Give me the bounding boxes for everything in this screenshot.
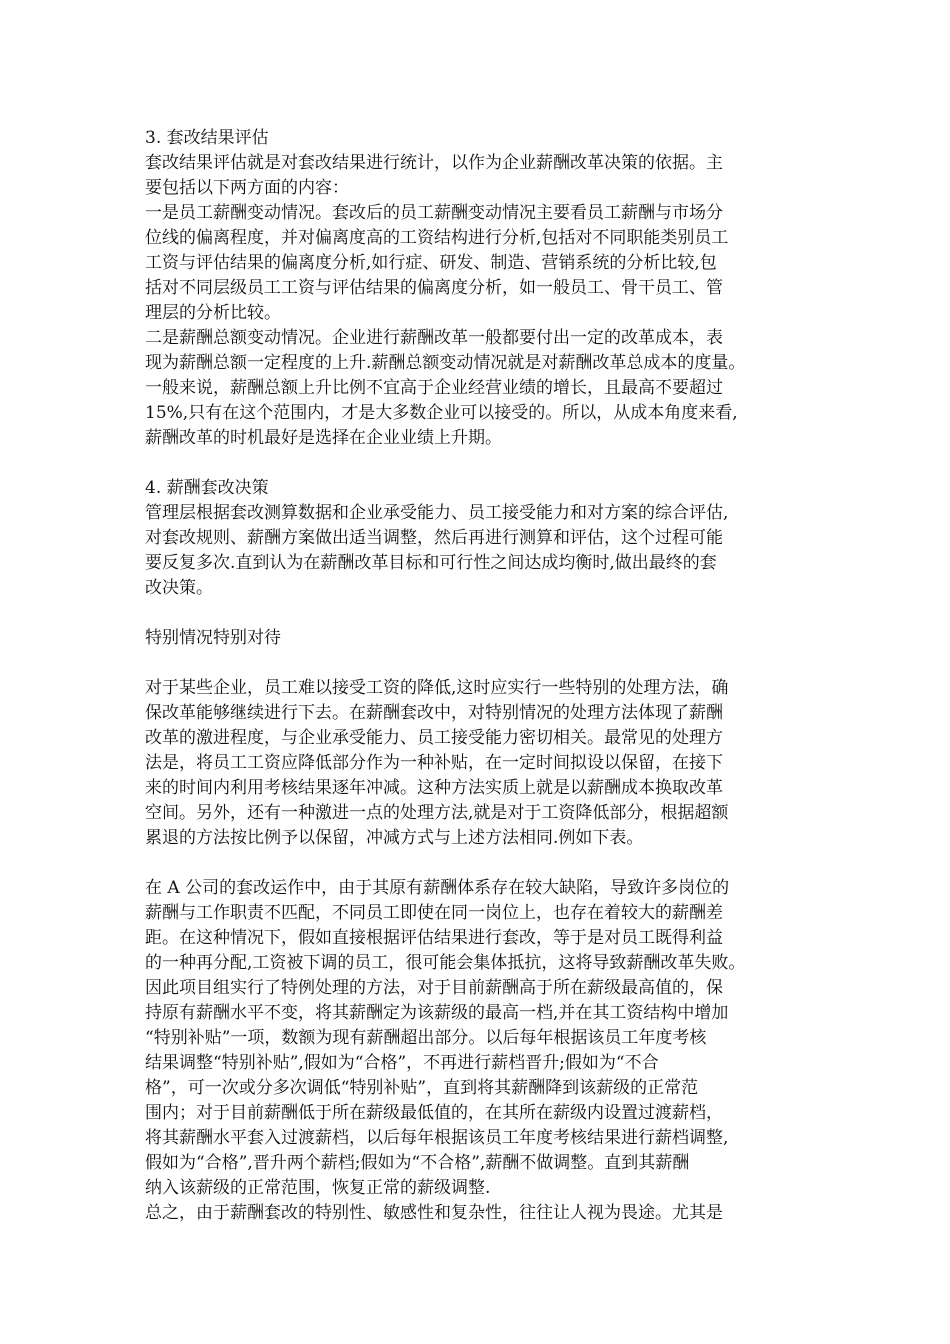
text-line: 一般来说，薪酬总额上升比例不宜高于企业经营业绩的增长，且最高不要超过 bbox=[145, 378, 723, 398]
text-line: 改革的激进程度，与企业承受能力、员工接受能力密切相关。最常见的处理方 bbox=[145, 728, 723, 748]
text-line: 距。在这种情况下，假如直接根据评估结果进行套改，等于是对员工既得利益 bbox=[145, 928, 723, 948]
text-line: 空间。另外，还有一种激进一点的处理方法,就是对于工资降低部分，根据超额 bbox=[145, 803, 729, 823]
text-line: 现为薪酬总额一定程度的上升.薪酬总额变动情况就是对薪酬改革总成本的度量。 bbox=[145, 353, 746, 373]
text-line: 薪酬与工作职责不匹配，不同员工即使在同一岗位上，也存在着较大的薪酬差 bbox=[145, 903, 723, 923]
text-line: 二是薪酬总额变动情况。企业进行薪酬改革一般都要付出一定的改革成本，表 bbox=[145, 328, 723, 348]
text-line: 15%,只有在这个范围内，才是大多数企业可以接受的。所以，从成本角度来看, bbox=[145, 403, 738, 423]
text-line: 来的时间内利用考核结果逐年冲减。这种方法实质上就是以薪酬成本换取改革 bbox=[145, 778, 723, 798]
text-line: 总之，由于薪酬套改的特别性、敏感性和复杂性，往往让人视为畏途。尤其是 bbox=[145, 1203, 723, 1223]
paragraph-gap bbox=[145, 651, 810, 676]
text-line: 的一种再分配,工资被下调的员工，很可能会集体抵抗，这将导致薪酬改革失败。 bbox=[145, 953, 746, 973]
text-line: 套改结果评估就是对套改结果进行统计，以作为企业薪酬改革决策的依据。主 bbox=[145, 153, 723, 173]
text-line: 理层的分析比较。 bbox=[145, 303, 281, 323]
paragraph-gap bbox=[145, 601, 810, 626]
text-line: 改决策。 bbox=[145, 578, 213, 598]
text-line: 要反复多次.直到认为在薪酬改革目标和可行性之间达成均衡时,做出最终的套 bbox=[145, 553, 717, 573]
text-line: 围内；对于目前薪酬低于所在薪级最低值的，在其所在薪级内设置过渡薪档， bbox=[145, 1103, 723, 1123]
text-line: 因此项目组实行了特例处理的方法，对于目前薪酬高于所在薪级最高值的，保 bbox=[145, 978, 723, 998]
section-heading-4: 4. 薪酬套改决策 bbox=[145, 478, 269, 498]
text-line: 持原有薪酬水平不变，将其薪酬定为该薪级的最高一档,并在其工资结构中增加 bbox=[145, 1003, 729, 1023]
text-line: 工资与评估结果的偏离度分析,如行症、研发、制造、营销系统的分析比较,包 bbox=[145, 253, 717, 273]
text-line: 对于某些企业，员工难以接受工资的降低,这时应实行一些特别的处理方法，确 bbox=[145, 678, 729, 698]
text-line: 要包括以下两方面的内容： bbox=[145, 178, 349, 198]
paragraph-gap bbox=[145, 851, 810, 876]
text-line: 位线的偏离程度，并对偏离度高的工资结构进行分析,包括对不同职能类别员工 bbox=[145, 228, 729, 248]
text-line: 累退的方法按比例予以保留，冲减方式与上述方法相同.例如下表。 bbox=[145, 828, 644, 848]
text-line: 将其薪酬水平套入过渡薪档，以后每年根据该员工年度考核结果进行薪档调整, bbox=[145, 1128, 729, 1148]
text-line: 一是员工薪酬变动情况。套改后的员工薪酬变动情况主要看员工薪酬与市场分 bbox=[145, 203, 723, 223]
text-line: 法是，将员工工资应降低部分作为一种补贴，在一定时间拟设以保留，在接下 bbox=[145, 753, 723, 773]
text-line: 结果调整“特别补贴”,假如为“合格”，不再进行薪档晋升;假如为“不合 bbox=[145, 1053, 659, 1073]
section-heading-special: 特别情况特别对待 bbox=[145, 628, 281, 648]
text-line: 薪酬改革的时机最好是选择在企业业绩上升期。 bbox=[145, 428, 502, 448]
section-heading-3: 3. 套改结果评估 bbox=[145, 128, 269, 148]
text-line: 保改革能够继续进行下去。在薪酬套改中，对特别情况的处理方法体现了薪酬 bbox=[145, 703, 723, 723]
text-line: “特别补贴”一项，数额为现有薪酬超出部分。以后每年根据该员工年度考核 bbox=[145, 1028, 707, 1048]
text-line: 纳入该薪级的正常范围，恢复正常的薪级调整. bbox=[145, 1178, 491, 1198]
text-line: 在 A 公司的套改运作中，由于其原有薪酬体系存在较大缺陷，导致许多岗位的 bbox=[145, 878, 730, 898]
text-line: 对套改规则、薪酬方案做出适当调整，然后再进行测算和评估，这个过程可能 bbox=[145, 528, 723, 548]
text-line: 格”，可一次或分多次调低“特别补贴”，直到将其薪酬降到该薪级的正常范 bbox=[145, 1078, 699, 1098]
text-line: 假如为“合格”,晋升两个薪档;假如为“不合格”,薪酬不做调整。直到其薪酬 bbox=[145, 1153, 690, 1173]
text-line: 括对不同层级员工工资与评估结果的偏离度分析，如一般员工、骨干员工、管 bbox=[145, 278, 723, 298]
text-line: 管理层根据套改测算数据和企业承受能力、员工接受能力和对方案的综合评估, bbox=[145, 503, 729, 523]
paragraph-gap bbox=[145, 451, 810, 476]
document-body bbox=[145, 126, 810, 1226]
